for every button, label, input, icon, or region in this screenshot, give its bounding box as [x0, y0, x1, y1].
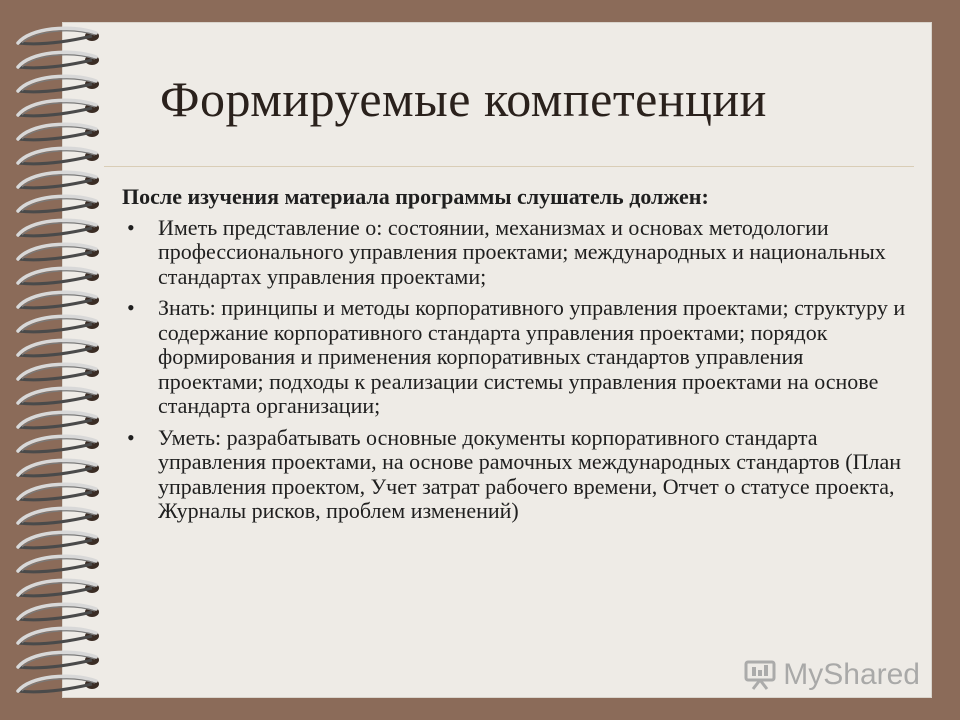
binding-ring [18, 244, 99, 260]
list-item-text: Иметь представление о: состоянии, механизмах и основах методологии профессионального управления проектами; международных и национальных стандартах управления проектами; [158, 214, 886, 289]
binding-ring [18, 220, 99, 236]
binding-ring [18, 124, 99, 140]
binding-ring [18, 340, 99, 356]
binding-ring [18, 436, 99, 452]
binding-ring [18, 676, 99, 692]
binding-ring [18, 292, 99, 308]
binding-ring [18, 484, 99, 500]
slide-content [122, 185, 912, 531]
watermark [743, 658, 920, 692]
list-item [122, 216, 912, 290]
binding-ring [18, 52, 99, 68]
lead-text: После изучения материала программы слушатель должен: [122, 184, 709, 209]
binding-ring [18, 100, 99, 116]
list-item [122, 296, 912, 419]
binding-ring [18, 388, 99, 404]
binding-ring [18, 316, 99, 332]
bullet-icon: • [127, 214, 135, 240]
binding-ring [18, 532, 99, 548]
binding-ring [18, 148, 99, 164]
list-item-text: Знать: принципы и методы корпоративного управления проектами; структуру и содержание корпоративного стандарта управления проектами; порядок формирования и применения корпоративных стандартов управления проектами; подходы к реализации системы управления проектами на основе стандарта организации; [158, 295, 906, 418]
binding-ring [18, 268, 99, 284]
page-title: Формируемые компетенции [160, 71, 767, 127]
binding-ring [18, 460, 99, 476]
binding-ring [18, 76, 99, 92]
bullet-icon: • [127, 295, 135, 320]
title-divider [104, 166, 914, 167]
binding-ring [18, 364, 99, 380]
spiral-binding-icon [0, 0, 120, 720]
binding-ring [18, 508, 99, 524]
binding-ring [18, 196, 99, 212]
binding-ring [18, 556, 99, 572]
binding-ring [18, 412, 99, 428]
competency-list [122, 216, 912, 524]
watermark-text: MyShared [783, 658, 920, 691]
binding-ring [18, 652, 99, 668]
bullet-icon: • [127, 424, 135, 450]
binding-ring [18, 172, 99, 188]
list-item [122, 426, 912, 524]
list-item-text: Уметь: разрабатывать основные документы корпоративного стандарта управления проектами, на основе рамочных международных стандартов (План управления проектом, Учет затрат рабочего времени, Отчет о статусе проекта, Журналы рисков, проблем изменений) [158, 424, 902, 523]
binding-ring [18, 628, 99, 644]
binding-ring [18, 28, 99, 44]
presentation-board-icon [743, 659, 777, 691]
binding-ring [18, 604, 99, 620]
binding-ring [18, 580, 99, 596]
